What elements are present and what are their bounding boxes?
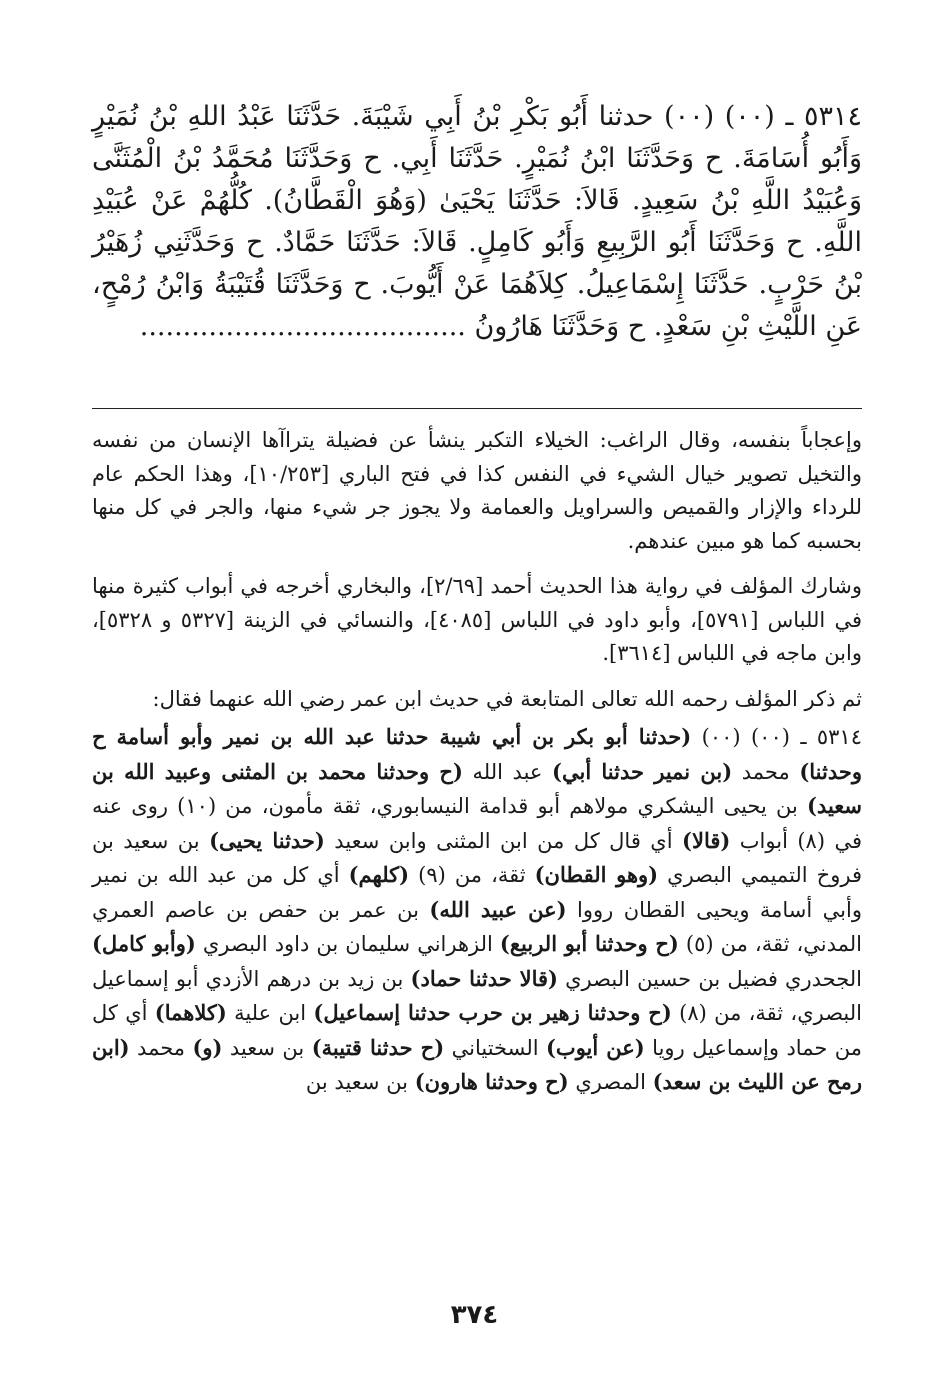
quoted-hadith-run: (ابن رمح عن الليث بن سعد) [92, 1034, 862, 1094]
hadith-paragraph: ٥٣١٤ ـ (٠٠) (٠٠) حدثنا أَبُو بَكْرِ بْنُ أَبِي شَيْبَةَ. حَدَّثَنَا عَبْدُ اللهِ بْنُ نُمَيْرٍ وَأَبُو أُسَامَةَ. ح وَحَدَّثَنَا ابْنُ نُمَيْرٍ. حَدَّثَنَا أَبِي. ح وَحَدَّثَنَا مُحَمَّدُ بْنُ الْمُثَنَّى وَعُبَيْدُ اللَّهِ بْنُ سَعِيدٍ. قَالاَ: حَدَّثَنَا يَحْيَىٰ (وَهُوَ الْقَطَّانُ). كُلُّهُمْ عَنْ عُبَيْدِ اللَّهِ. ح وَحَدَّثَنَا أَبُو الرَّبِيعِ وَأَبُو كَامِلٍ. قَالاَ: حَدَّثَنَا حَمَّادٌ. ح وَحَدَّثَنِي زُهَيْرُ بْنُ حَرْبٍ. حَدَّثَنَا إِسْمَاعِيلُ. كِلاَهُمَا عَنْ أَيُّوبَ. ح وَحَدَّثَنَا قُتَيْبَةُ وَابْنُ رُمْحٍ، عَنِ اللَّيْثِ بْنِ سَعْدٍ. ح وَحَدَّثَنَا هَارُونُ ...................................... [92, 101, 863, 342]
quoted-hadith-run: (قالا) [682, 827, 731, 853]
commentary-paragraph [92, 720, 862, 1100]
quoted-hadith-run: (ح وحدثنا محمد بن المثنى وعبيد الله بن سعيد) [92, 758, 863, 818]
explanation-run: بن سعيد بن [305, 1070, 415, 1094]
quoted-hadith-run: (كلهم) [348, 862, 410, 887]
explanation-run: ثقة، من (٩) [409, 863, 535, 887]
quoted-hadith-run: (عن أيوب) [545, 1034, 645, 1060]
quoted-hadith-run: (بن نمير حدثنا أبي) [552, 758, 733, 784]
explanation-run: محمد [732, 759, 800, 784]
explanation-run: بن زيد بن درهم الأزدي أبو إسماعيل البصري، ثقة، من (٨) [92, 966, 862, 1025]
footnote-divider [92, 408, 862, 409]
note-paragraph-1: وإعجاباً بنفسه، وقال الراغب: الخيلاء التكبر ينشأ عن فضيلة يتراآها الإنسان من نفسه والتخيل تصوير خيال الشيء في النفس كذا في فتح الباري [١٠/٢٥٣]، وهذا الحكم عام للرداء والإزار والقميص والسراويل والعمامة ولا يجوز جر شيء منها، والجر في كل منها بحسبه كما هو مبين عندهم. [92, 428, 862, 553]
quoted-hadith-run: (وهو القطان) [534, 862, 659, 887]
explanation-run: بن عمر بن حفص بن عاصم العمري المدني، ثقة، من (٥) [92, 897, 863, 956]
explanation-run: أي كل من حماد وإسماعيل رويا [92, 1001, 863, 1060]
quoted-hadith-run: (ح وحدثنا هارون) [414, 1069, 569, 1094]
quoted-hadith-run: (حدثنا يحيى) [209, 827, 325, 853]
explanation-run: محمد [129, 1035, 193, 1060]
quoted-hadith-run: (كلاهما) [154, 1000, 227, 1025]
quoted-hadith-run: (حدثنا أبو بكر بن أبي شيبة حدثنا عبد الله بن نمير وأبو أسامة ح وحدثنا) [92, 724, 863, 784]
explanation-run: الزهراني سليمان بن داود البصري [195, 932, 500, 956]
explanation-run: ابن علية [226, 1001, 314, 1025]
explanation-run: السختياني [444, 1035, 546, 1060]
quoted-hadith-run: (وأبو كامل) [92, 931, 196, 956]
commentary-block [92, 424, 862, 1112]
quoted-hadith-run: (و) [192, 1034, 223, 1060]
explanation-run: بن يحيى اليشكري مولاهم أبو قدامة النيسابوري، ثقة مأمون، من (١٠) روى عنه في (٨) أبواب [92, 794, 862, 853]
explanation-run: المصري [568, 1070, 653, 1094]
explanation-run: عبد الله [462, 759, 553, 784]
quoted-hadith-run: (قالا حدثنا حماد) [410, 965, 558, 991]
explanation-run: الجحدري فضيل بن حسين البصري [557, 966, 862, 991]
explanation-run: أي قال كل من ابن المثنى وابن سعيد [324, 828, 683, 853]
quoted-hadith-run: (ح وحدثنا أبو الربيع) [499, 931, 679, 956]
explanation-run: بن سعيد [222, 1035, 312, 1060]
explanation-run: أي كل من عبد الله بن نمير وأبي أسامة ويحيى القطان رووا [92, 863, 862, 922]
explanation-run: بن سعيد بن فروخ التميمي البصري [92, 828, 862, 887]
page-number: ٣٧٤ [450, 1300, 499, 1330]
note-paragraph-3: ثم ذكر المؤلف رحمه الله تعالى المتابعة في حديث ابن عمر رضي الله عنهما فقال: [152, 686, 862, 711]
quoted-hadith-run: (ح حدثنا قتيبة) [311, 1034, 445, 1060]
explanation-run: ٥٣١٤ ـ (٠٠) (٠٠) [691, 725, 862, 749]
quoted-hadith-run: (ح وحدثنا زهير بن حرب حدثنا إسماعيل) [313, 1000, 672, 1025]
hadith-text-block [92, 96, 862, 348]
quoted-hadith-run: (عن عبيد الله) [429, 896, 567, 922]
note-paragraph-2: وشارك المؤلف في رواية هذا الحديث أحمد [٢/٦٩]، والبخاري أخرجه في أبواب كثيرة منها في اللباس [٥٧٩١]، وأبو داود في اللباس [٤٠٨٥]، والنسائي في الزينة [٥٣٢٧ و ٥٣٢٨]، وابن ماجه في اللباس [٣٦١٤]. [92, 574, 862, 665]
